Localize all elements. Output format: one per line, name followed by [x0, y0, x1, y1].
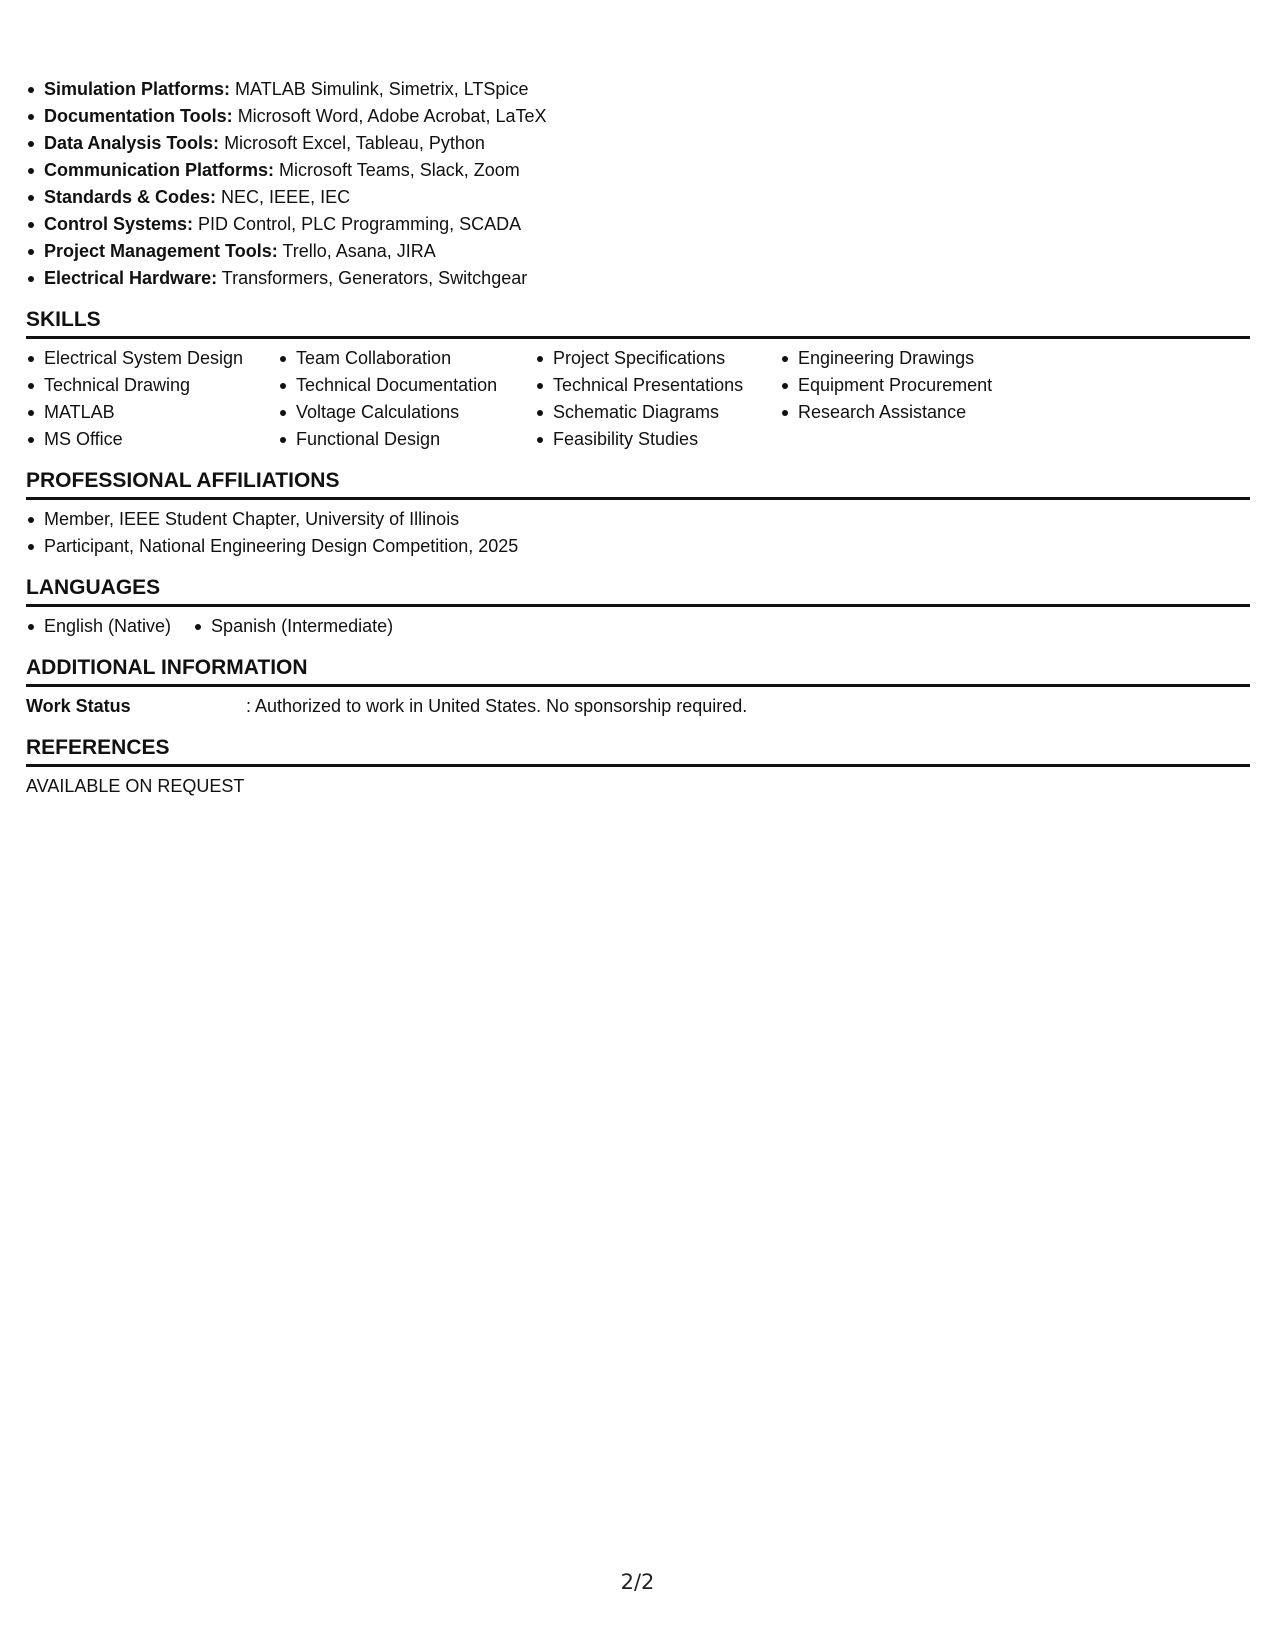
affiliations-section — [26, 467, 1250, 560]
skills-column — [780, 345, 992, 453]
language-item: English (Native) — [26, 613, 171, 640]
tool-values: Microsoft Excel, Tableau, Python — [224, 133, 485, 153]
skill-item: Voltage Calculations — [278, 399, 535, 426]
section-heading-affiliations: PROFESSIONAL AFFILIATIONS — [26, 467, 1250, 500]
list-item — [26, 211, 1250, 238]
tool-values: NEC, IEEE, IEC — [221, 187, 351, 207]
skills-section — [26, 306, 1250, 453]
skill-item: Functional Design — [278, 426, 535, 453]
skill-item: Technical Drawing — [26, 372, 278, 399]
list-item — [26, 103, 1250, 130]
tool-category: Communication Platforms: — [44, 160, 275, 180]
skill-item: Feasibility Studies — [535, 426, 780, 453]
skill-item: Technical Presentations — [535, 372, 780, 399]
tool-category: Standards & Codes: — [44, 187, 217, 207]
tools-list — [26, 76, 1250, 292]
tool-category: Electrical Hardware: — [44, 268, 218, 288]
skills-grid — [26, 339, 1250, 453]
tool-values: PID Control, PLC Programming, SCADA — [198, 214, 522, 234]
tool-values: Transformers, Generators, Switchgear — [221, 268, 528, 288]
skill-item: MATLAB — [26, 399, 278, 426]
skill-item: Project Specifications — [535, 345, 780, 372]
references-section — [26, 734, 1250, 800]
skills-column — [535, 345, 780, 453]
tool-category: Documentation Tools: — [44, 106, 233, 126]
tool-category: Simulation Platforms: — [44, 79, 231, 99]
skills-column — [278, 345, 535, 453]
skill-item: Research Assistance — [780, 399, 992, 426]
additional-info-section — [26, 654, 1250, 720]
skill-item: Schematic Diagrams — [535, 399, 780, 426]
tool-values: Microsoft Word, Adobe Acrobat, LaTeX — [237, 106, 547, 126]
list-item — [26, 265, 1250, 292]
languages-list — [26, 607, 1250, 640]
tool-category: Project Management Tools: — [44, 241, 278, 261]
list-item — [26, 76, 1250, 103]
list-item — [26, 130, 1250, 157]
references-text: AVAILABLE ON REQUEST — [26, 776, 245, 796]
list-item — [26, 184, 1250, 211]
affiliations-list — [26, 506, 1250, 560]
work-status-row — [26, 687, 1250, 720]
page-number: 2/2 — [620, 1570, 655, 1594]
list-item: Participant, National Engineering Design Competition, 2025 — [26, 533, 1250, 560]
section-heading-references: REFERENCES — [26, 734, 1250, 767]
list-item: Member, IEEE Student Chapter, University of Illinois — [26, 506, 1250, 533]
work-status-label: Work Status — [26, 696, 131, 716]
skill-item: Engineering Drawings — [780, 345, 992, 372]
tool-category: Data Analysis Tools: — [44, 133, 220, 153]
skill-item: Electrical System Design — [26, 345, 278, 372]
work-status-value: : Authorized to work in United States. No sponsorship required. — [246, 696, 748, 716]
tool-category: Control Systems: — [44, 214, 194, 234]
section-heading-additional-info: ADDITIONAL INFORMATION — [26, 654, 1250, 687]
language-item: Spanish (Intermediate) — [193, 613, 393, 640]
tool-values: Trello, Asana, JIRA — [282, 241, 436, 261]
list-item — [26, 157, 1250, 184]
list-item — [26, 238, 1250, 265]
skill-item: Technical Documentation — [278, 372, 535, 399]
skill-item: MS Office — [26, 426, 278, 453]
resume-page — [26, 76, 1250, 800]
section-heading-languages: LANGUAGES — [26, 574, 1250, 607]
tool-values: Microsoft Teams, Slack, Zoom — [279, 160, 520, 180]
section-heading-skills: SKILLS — [26, 306, 1250, 339]
tool-values: MATLAB Simulink, Simetrix, LTSpice — [235, 79, 529, 99]
skill-item: Team Collaboration — [278, 345, 535, 372]
skill-item: Equipment Procurement — [780, 372, 992, 399]
skills-column — [26, 345, 278, 453]
languages-section — [26, 574, 1250, 640]
